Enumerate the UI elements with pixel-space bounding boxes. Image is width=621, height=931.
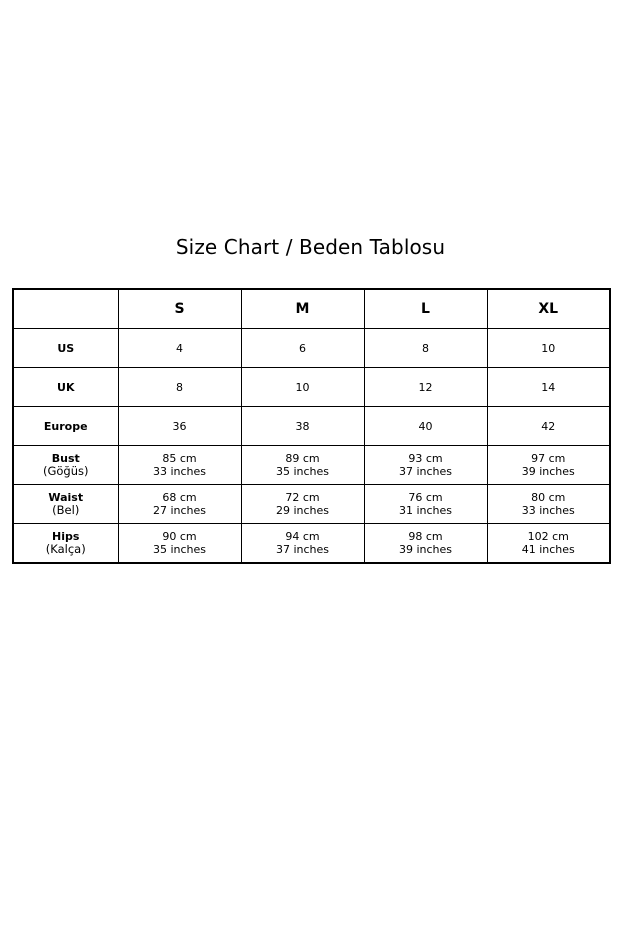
row-label-sub: (Göğüs)	[42, 464, 89, 478]
size-header-l: L	[364, 289, 487, 329]
size-header-m: M	[241, 289, 364, 329]
table-cell	[118, 446, 241, 485]
table-cell	[487, 485, 610, 524]
table-cell: 10	[241, 368, 364, 407]
row-label-waist	[13, 485, 118, 524]
inch-value: 37 inches	[275, 543, 330, 556]
table-cell: 4	[118, 329, 241, 368]
table-row	[13, 329, 610, 368]
table-cell: 8	[118, 368, 241, 407]
cm-value: 76 cm	[408, 491, 443, 504]
table-cell	[364, 485, 487, 524]
table-cell: 38	[241, 407, 364, 446]
row-label-main: Hips	[52, 530, 80, 543]
table-cell	[487, 524, 610, 564]
row-label-main: Waist	[48, 491, 84, 504]
table-row	[13, 446, 610, 485]
table-row	[13, 368, 610, 407]
row-label-uk: UK	[13, 368, 118, 407]
inch-value: 39 inches	[398, 543, 453, 556]
table-cell: 42	[487, 407, 610, 446]
table-row	[13, 407, 610, 446]
cm-value: 90 cm	[162, 530, 197, 543]
inch-value: 29 inches	[275, 504, 330, 517]
table-cell	[241, 446, 364, 485]
inch-value: 33 inches	[521, 504, 575, 517]
table-cell: 36	[118, 407, 241, 446]
row-label-europe: Europe	[13, 407, 118, 446]
table-cell: 14	[487, 368, 610, 407]
size-chart-table	[12, 288, 611, 564]
size-header-xl: XL	[487, 289, 610, 329]
row-label-sub: (Bel)	[52, 503, 80, 517]
inch-value: 37 inches	[398, 465, 453, 478]
cm-value: 98 cm	[408, 530, 443, 543]
cm-value: 97 cm	[531, 452, 566, 465]
table-cell	[241, 485, 364, 524]
table-cell	[118, 524, 241, 564]
page-title: Size Chart / Beden Tablosu	[175, 235, 446, 259]
table-cell	[118, 485, 241, 524]
inch-value: 41 inches	[521, 543, 575, 556]
cm-value: 72 cm	[285, 491, 320, 504]
cm-value: 89 cm	[285, 452, 320, 465]
cm-value: 93 cm	[408, 452, 443, 465]
table-cell: 10	[487, 329, 610, 368]
table-cell: 40	[364, 407, 487, 446]
table-row	[13, 485, 610, 524]
table-cell	[364, 524, 487, 564]
cm-value: 94 cm	[285, 530, 320, 543]
cm-value: 68 cm	[162, 491, 197, 504]
table-cell: 8	[364, 329, 487, 368]
inch-value: 35 inches	[275, 465, 330, 478]
table-cell	[487, 446, 610, 485]
table-cell: 6	[241, 329, 364, 368]
inch-value: 27 inches	[152, 504, 207, 517]
table-cell	[364, 446, 487, 485]
row-label-us: US	[13, 329, 118, 368]
corner-cell	[13, 289, 118, 329]
inch-value: 31 inches	[398, 504, 453, 517]
row-label-hips	[13, 524, 118, 564]
table-row	[13, 524, 610, 564]
cm-value: 85 cm	[162, 452, 197, 465]
row-label-main: Bust	[51, 452, 80, 465]
inch-value: 35 inches	[152, 543, 207, 556]
inch-value: 39 inches	[521, 465, 575, 478]
cm-value: 102 cm	[527, 530, 569, 543]
table-header-row	[13, 289, 610, 329]
row-label-bust	[13, 446, 118, 485]
cm-value: 80 cm	[531, 491, 566, 504]
row-label-sub: (Kalça)	[45, 542, 86, 556]
table-cell	[241, 524, 364, 564]
inch-value: 33 inches	[152, 465, 207, 478]
table-cell: 12	[364, 368, 487, 407]
size-header-s: S	[118, 289, 241, 329]
